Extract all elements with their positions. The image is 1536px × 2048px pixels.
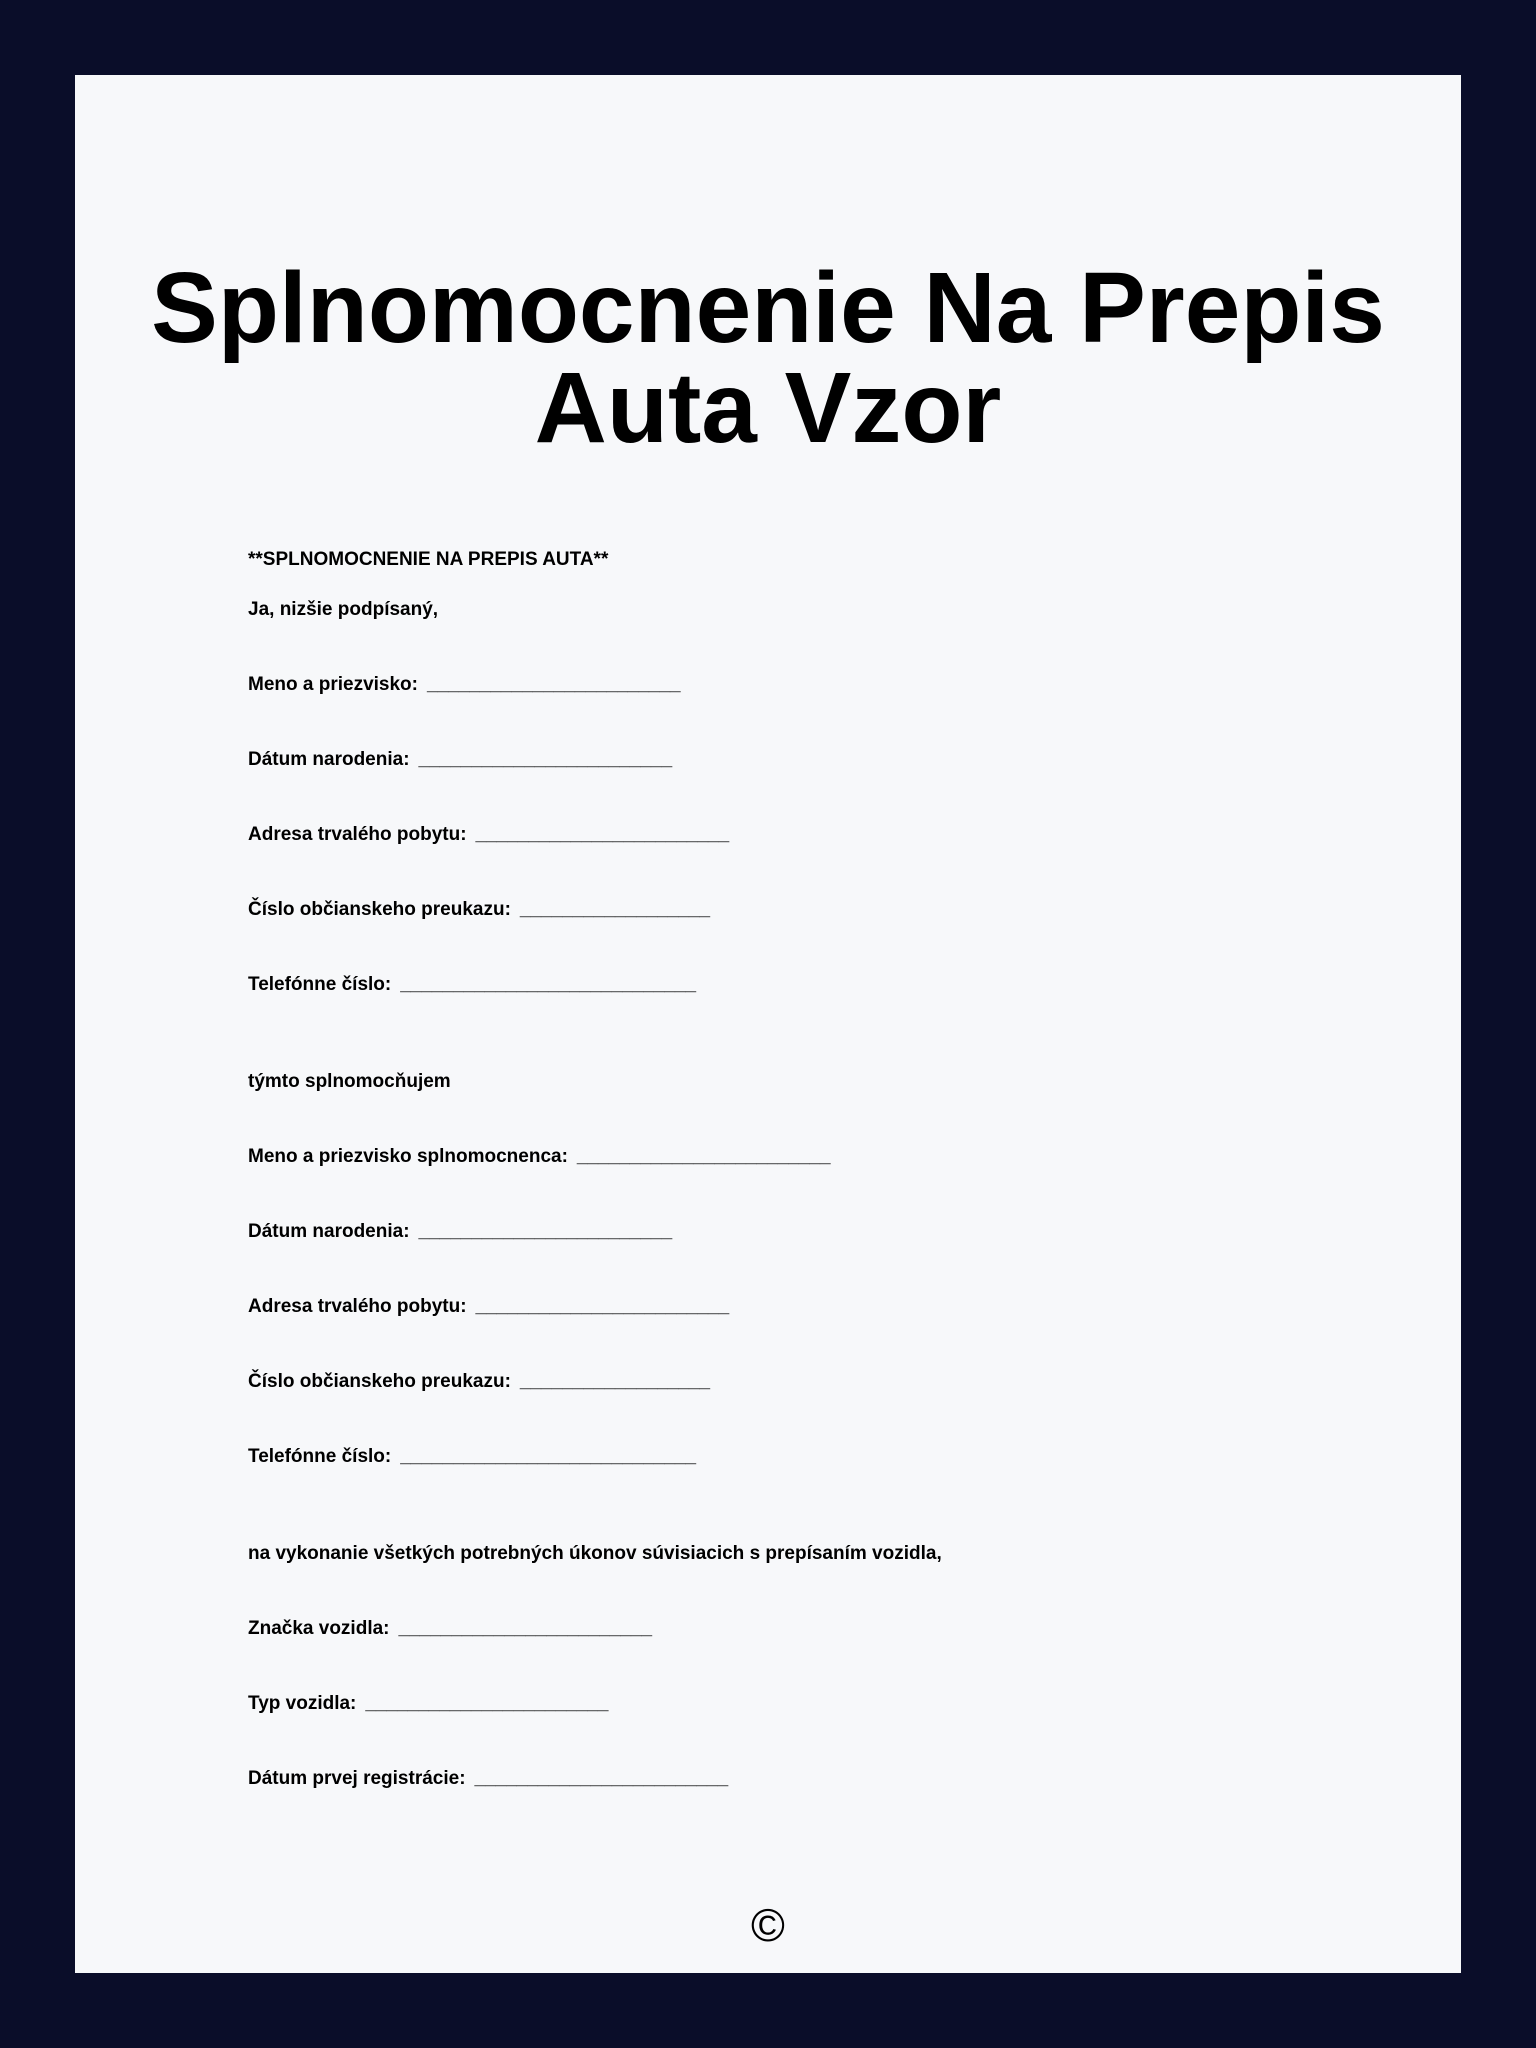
grant-clause-text: týmto splnomocňujem (248, 1071, 451, 1092)
field-label: Meno a priezvisko splnomocnenca: (248, 1146, 568, 1167)
field-birthdate-agent (248, 1221, 1351, 1243)
field-name-principal (248, 674, 1351, 696)
field-label: Meno a priezvisko: (248, 674, 418, 695)
field-label: Telefónne číslo: (248, 1446, 392, 1467)
field-blank: ____________________________ (400, 974, 697, 995)
field-label: Značka vozidla: (248, 1618, 390, 1639)
field-label: Číslo občianskeho preukazu: (248, 899, 511, 920)
field-blank: ________________________ (418, 749, 673, 770)
field-label: Typ vozidla: (248, 1693, 357, 1714)
field-blank: ________________________ (576, 1146, 831, 1167)
page-title (75, 252, 1461, 464)
copyright-icon: © (751, 1899, 785, 1951)
field-idcard-principal (248, 899, 1351, 921)
form-heading (248, 549, 1351, 571)
field-label: Dátum prvej registrácie: (248, 1768, 466, 1789)
field-blank: ________________________ (475, 824, 730, 845)
field-phone-principal (248, 974, 1351, 996)
purpose-clause-text: na vykonanie všetkých potrebných úkonov súvisiacich s prepísaním vozidla, (248, 1543, 942, 1564)
form-heading-text: **SPLNOMOCNENIE NA PREPIS AUTA** (248, 549, 609, 570)
field-blank: ________________________ (427, 674, 681, 695)
purpose-clause (248, 1543, 1351, 1565)
intro-line (248, 599, 1351, 621)
field-blank: __________________ (519, 1371, 711, 1392)
field-blank: ________________________ (418, 1221, 673, 1242)
field-address-principal (248, 824, 1351, 846)
field-name-agent (248, 1146, 1351, 1168)
field-birthdate-principal (248, 749, 1351, 771)
field-label: Adresa trvalého pobytu: (248, 824, 467, 845)
field-label: Dátum narodenia: (248, 1221, 410, 1242)
field-label: Dátum narodenia: (248, 749, 410, 770)
field-address-agent (248, 1296, 1351, 1318)
field-blank: __________________ (519, 899, 711, 920)
field-label: Adresa trvalého pobytu: (248, 1296, 467, 1317)
field-blank: ________________________ (475, 1296, 730, 1317)
field-phone-agent (248, 1446, 1351, 1468)
field-first-registration-date (248, 1768, 1351, 1790)
field-blank: ________________________ (398, 1618, 653, 1639)
field-idcard-agent (248, 1371, 1351, 1393)
field-blank: _______________________ (365, 1693, 609, 1714)
intro-line-text: Ja, nizšie podpísaný, (248, 599, 439, 620)
page-title-line2: Auta Vzor (534, 352, 1002, 464)
page-title-line1: Splnomocnenie Na Prepis (151, 252, 1385, 364)
document-page (75, 75, 1461, 1973)
field-label: Telefónne číslo: (248, 974, 392, 995)
document-body (248, 549, 1351, 1790)
field-blank: ____________________________ (400, 1446, 697, 1467)
field-vehicle-type (248, 1693, 1351, 1715)
field-label: Číslo občianskeho preukazu: (248, 1371, 511, 1392)
grant-clause (248, 1071, 1351, 1093)
field-vehicle-brand (248, 1618, 1351, 1640)
field-blank: ________________________ (474, 1768, 729, 1789)
